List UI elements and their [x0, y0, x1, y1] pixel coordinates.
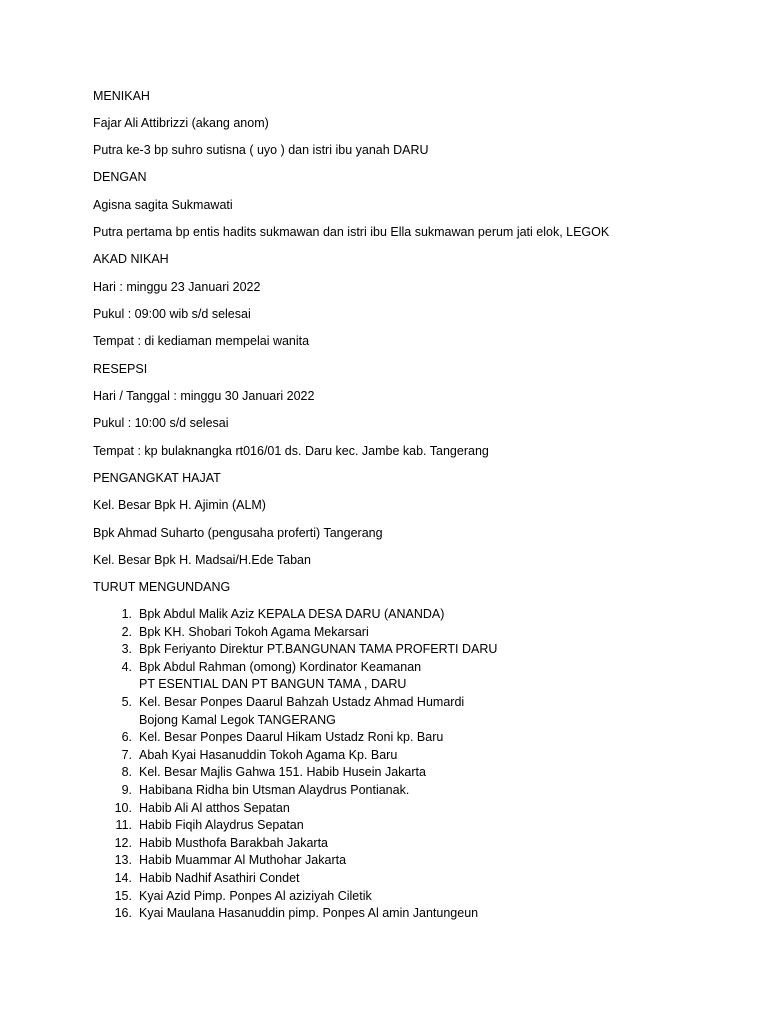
akad-time: Pukul : 09:00 wib s/d selesai [93, 307, 251, 321]
heading-menikah: MENIKAH [93, 89, 150, 103]
groom-parents: Putra ke-3 bp suhro sutisna ( uyo ) dan istri ibu yanah DARU [93, 143, 429, 157]
heading-pengangkat-hajat: PENGANGKAT HAJAT [93, 471, 221, 485]
resepsi-place: Tempat : kp bulaknangka rt016/01 ds. Daru kec. Jambe kab. Tangerang [93, 444, 489, 458]
list-item-text: Kel. Besar Ponpes Daarul Bahzah Ustadz Ahmad Humardi [139, 694, 465, 709]
akad-day: Hari : minggu 23 Januari 2022 [93, 280, 261, 294]
heading-akad-nikah: AKAD NIKAH [93, 252, 169, 266]
list-item-text: Bpk Feriyanto Direktur PT.BANGUNAN TAMA PROFERTI DARU [139, 642, 498, 657]
list-number: 2. [121, 624, 132, 639]
list-number: 3. [121, 642, 132, 657]
list-item [93, 817, 497, 835]
list-item [93, 800, 497, 818]
heading-resepsi: RESEPSI [93, 362, 148, 376]
list-number: 15. [114, 888, 132, 903]
list-item [93, 641, 497, 659]
invitee-list [93, 606, 497, 923]
bride-parents: Putra pertama bp entis hadits sukmawan dan istri ibu Ella sukmawan perum jati elok, LEGOK [93, 225, 610, 239]
list-number: 12. [114, 835, 132, 850]
list-item [93, 624, 497, 642]
list-number: 8. [121, 765, 132, 780]
list-item-text: Kyai Maulana Hasanuddin pimp. Ponpes Al amin Jantungeun [139, 906, 479, 921]
list-number: 13. [114, 853, 132, 868]
list-item-text: Kyai Azid Pimp. Ponpes Al aziziyah Ciletik [139, 888, 372, 903]
list-item-text: Kel. Besar Majlis Gahwa 151. Habib Husein Jakarta [139, 765, 426, 780]
list-number: 1. [121, 607, 132, 621]
list-item [93, 659, 497, 694]
list-number: 9. [121, 782, 132, 797]
list-item-text: Habib Muammar Al Muthohar Jakarta [139, 853, 347, 868]
resepsi-day: Hari / Tanggal : minggu 30 Januari 2022 [93, 389, 315, 403]
bride-name: Agisna sagita Sukmawati [93, 198, 233, 212]
list-item-text: Habibana Ridha bin Utsman Alaydrus Pontianak. [139, 782, 410, 797]
list-number: 11. [115, 818, 132, 833]
list-item-text: Habib Ali Al atthos Sepatan [139, 800, 290, 815]
list-number: 16. [114, 906, 132, 921]
list-item [93, 606, 497, 624]
list-item [93, 888, 497, 906]
list-item-text-continued: Bojong Kamal Legok TANGERANG [139, 712, 336, 727]
list-number: 7. [121, 747, 132, 762]
list-item [93, 905, 497, 923]
list-number: 6. [121, 730, 132, 745]
list-item [93, 747, 497, 765]
list-item-text: Abah Kyai Hasanuddin Tokoh Agama Kp. Baru [139, 747, 398, 762]
list-item [93, 835, 497, 853]
list-number: 10. [114, 800, 132, 815]
host-2: Bpk Ahmad Suharto (pengusaha proferti) Tangerang [93, 526, 383, 540]
list-item [93, 694, 497, 729]
list-item-text: Habib Nadhif Asathiri Condet [139, 870, 300, 885]
list-number: 5. [121, 694, 132, 709]
list-item-text: Kel. Besar Ponpes Daarul Hikam Ustadz Roni kp. Baru [139, 730, 444, 745]
list-number: 14. [114, 870, 132, 885]
host-1: Kel. Besar Bpk H. Ajimin (ALM) [93, 498, 266, 512]
list-item [93, 729, 497, 747]
groom-name: Fajar Ali Attibrizzi (akang anom) [93, 116, 269, 130]
resepsi-time: Pukul : 10:00 s/d selesai [93, 416, 229, 430]
list-number: 4. [121, 659, 132, 674]
heading-turut-mengundang: TURUT MENGUNDANG [93, 580, 231, 594]
akad-place: Tempat : di kediaman mempelai wanita [93, 334, 310, 348]
heading-dengan: DENGAN [93, 170, 147, 184]
host-3: Kel. Besar Bpk H. Madsai/H.Ede Taban [93, 553, 311, 567]
list-item [93, 870, 497, 888]
list-item-text: Habib Musthofa Barakbah Jakarta [139, 835, 328, 850]
list-item [93, 852, 497, 870]
list-item-text: Habib Fiqih Alaydrus Sepatan [139, 818, 304, 833]
list-item [93, 764, 497, 782]
list-item-text-continued: PT ESENTIAL DAN PT BANGUN TAMA , DARU [139, 677, 407, 692]
list-item-text: Bpk Abdul Rahman (omong) Kordinator Keamanan [139, 659, 422, 674]
list-item [93, 782, 497, 800]
list-item-text: Bpk KH. Shobari Tokoh Agama Mekarsari [139, 624, 369, 639]
list-item-text: Bpk Abdul Malik Aziz KEPALA DESA DARU (ANANDA) [139, 607, 445, 621]
